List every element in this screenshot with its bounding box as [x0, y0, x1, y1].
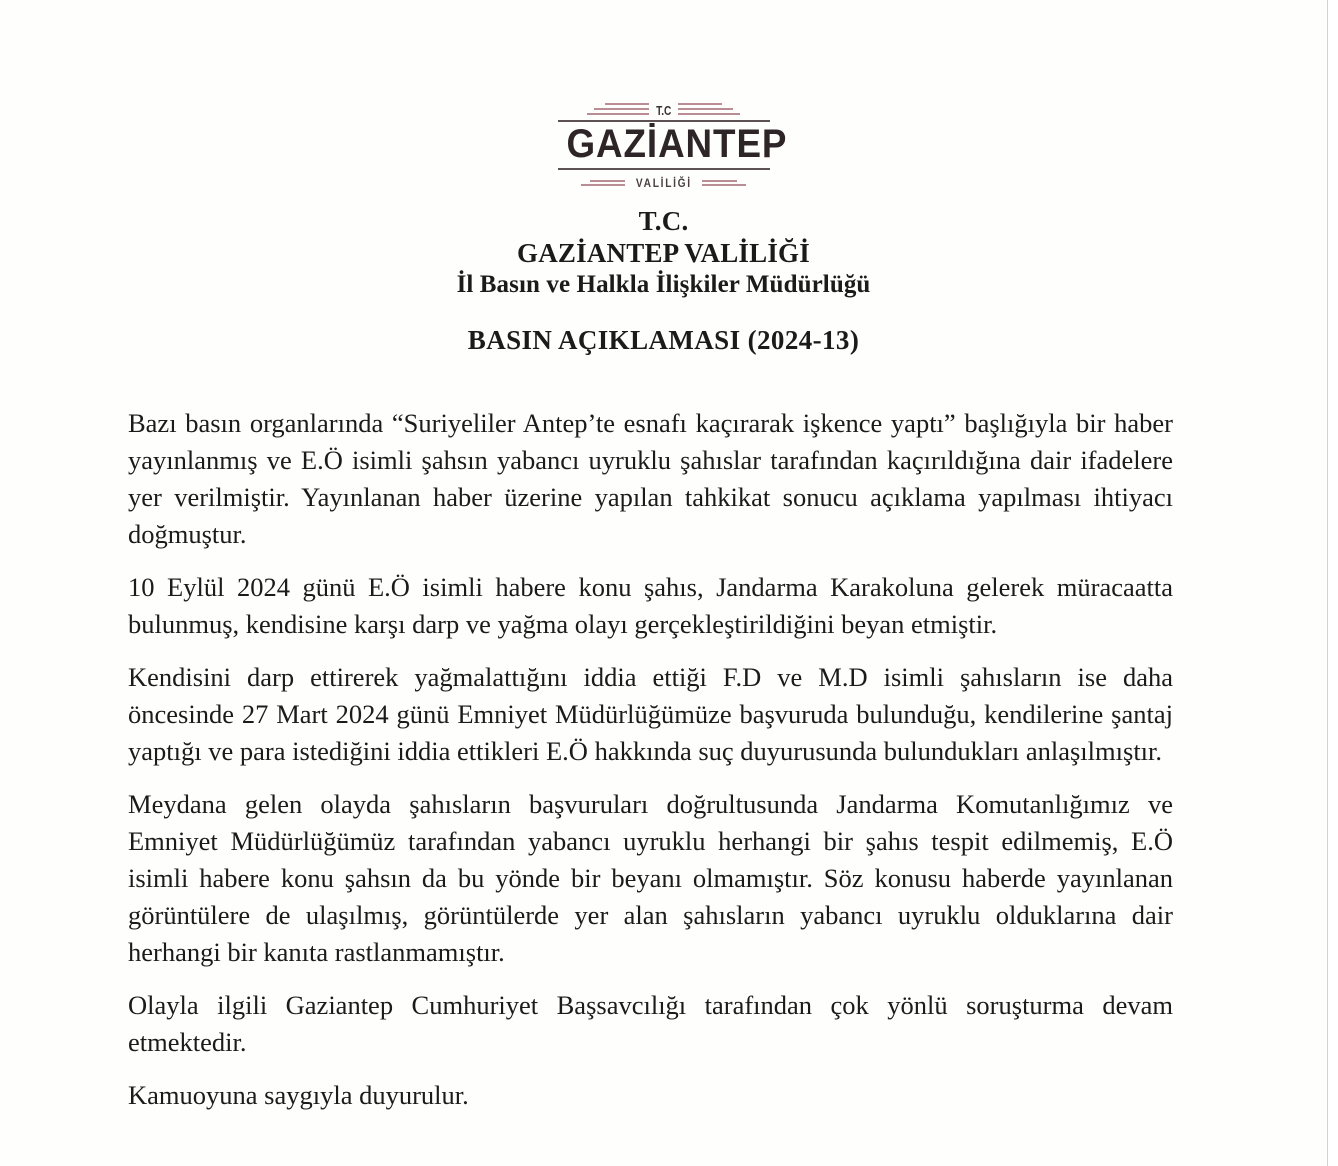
logo-bottom-divider	[558, 168, 770, 170]
document-header	[0, 205, 1327, 301]
logo-sub-left-rules-icon	[575, 180, 625, 186]
logo-left-rules-icon	[587, 103, 649, 118]
logo-city-label: GAZİANTEP	[565, 122, 787, 166]
page-right-margin	[1328, 0, 1338, 1166]
body-paragraph: Bazı basın organlarında “Suriyeliler Antep’te esnafı kaçırarak işkence yaptı” başlığıyla bir haber yayınlanmış ve E.Ö isimli şahsın yabancı uyruklu şahıslar tarafından kaçırıldığına dair ifadelere yer verilmiştir. Yayınlanan haber üzerine yapılan tahkikat sonucu açıklama yapılması ihtiyacı doğmuştur.	[128, 408, 1173, 549]
gaziantep-valiligi-logo	[0, 96, 1327, 192]
logo-valiligi-label: VALİLİĞİ	[635, 176, 692, 190]
page-title: BASIN AÇIKLAMASI (2024-13)	[467, 325, 860, 355]
logo-sub-right-rules-icon	[702, 180, 752, 186]
body-paragraph: Olayla ilgili Gaziantep Cumhuriyet Başsavcılığı tarafından çok yönlü soruşturma devam etmektedir.	[128, 990, 1173, 1057]
body-paragraph: Meydana gelen olayda şahısların başvuruları doğrultusunda Jandarma Komutanlığımız ve Emniyet Müdürlüğümüz tarafından yabancı uyruklu herhangi bir şahıs tespit edilmemiş, E.Ö isimli habere konu şahsın da bu yönde bir beyanı olmamıştır. Söz konusu haberde yayınlanan görüntülere de ulaşılmış, görüntülerde yer alan şahısların yabancı uyruklu olduklarına dair herhangi bir kanıta rastlanmamıştır.	[128, 789, 1173, 967]
logo-inner	[558, 96, 787, 192]
logo-bottom-row	[558, 174, 770, 192]
header-line-republic: T.C.	[638, 206, 689, 236]
document-body	[128, 405, 1173, 1114]
body-paragraph-closing: Kamuoyuna saygıyla duyurulur.	[128, 1080, 469, 1110]
header-line-governorship: GAZİANTEP VALİLİĞİ	[517, 238, 810, 268]
logo-right-rules-icon	[678, 103, 740, 118]
logo-top-row	[558, 96, 770, 118]
logo-tc-label: T.C	[655, 103, 672, 118]
body-paragraph: Kendisini darp ettirerek yağmalattığını iddia ettiği F.D ve M.D isimli şahısların ise daha öncesinde 27 Mart 2024 günü Emniyet Müdürlüğümüze başvuruda bulunduğu, kendilerine şantaj yaptığı ve para istediğini iddia ettikleri E.Ö hakkında suç duyurusunda bulundukları anlaşılmıştır.	[128, 662, 1173, 766]
header-line-department: İl Basın ve Halkla İlişkiler Müdürlüğü	[456, 271, 871, 298]
body-paragraph: 10 Eylül 2024 günü E.Ö isimli habere konu şahıs, Jandarma Karakoluna gelerek müracaatta bulunmuş, kendisine karşı darp ve yağma olayı gerçekleştirildiğini beyan etmiştir.	[128, 572, 1173, 639]
